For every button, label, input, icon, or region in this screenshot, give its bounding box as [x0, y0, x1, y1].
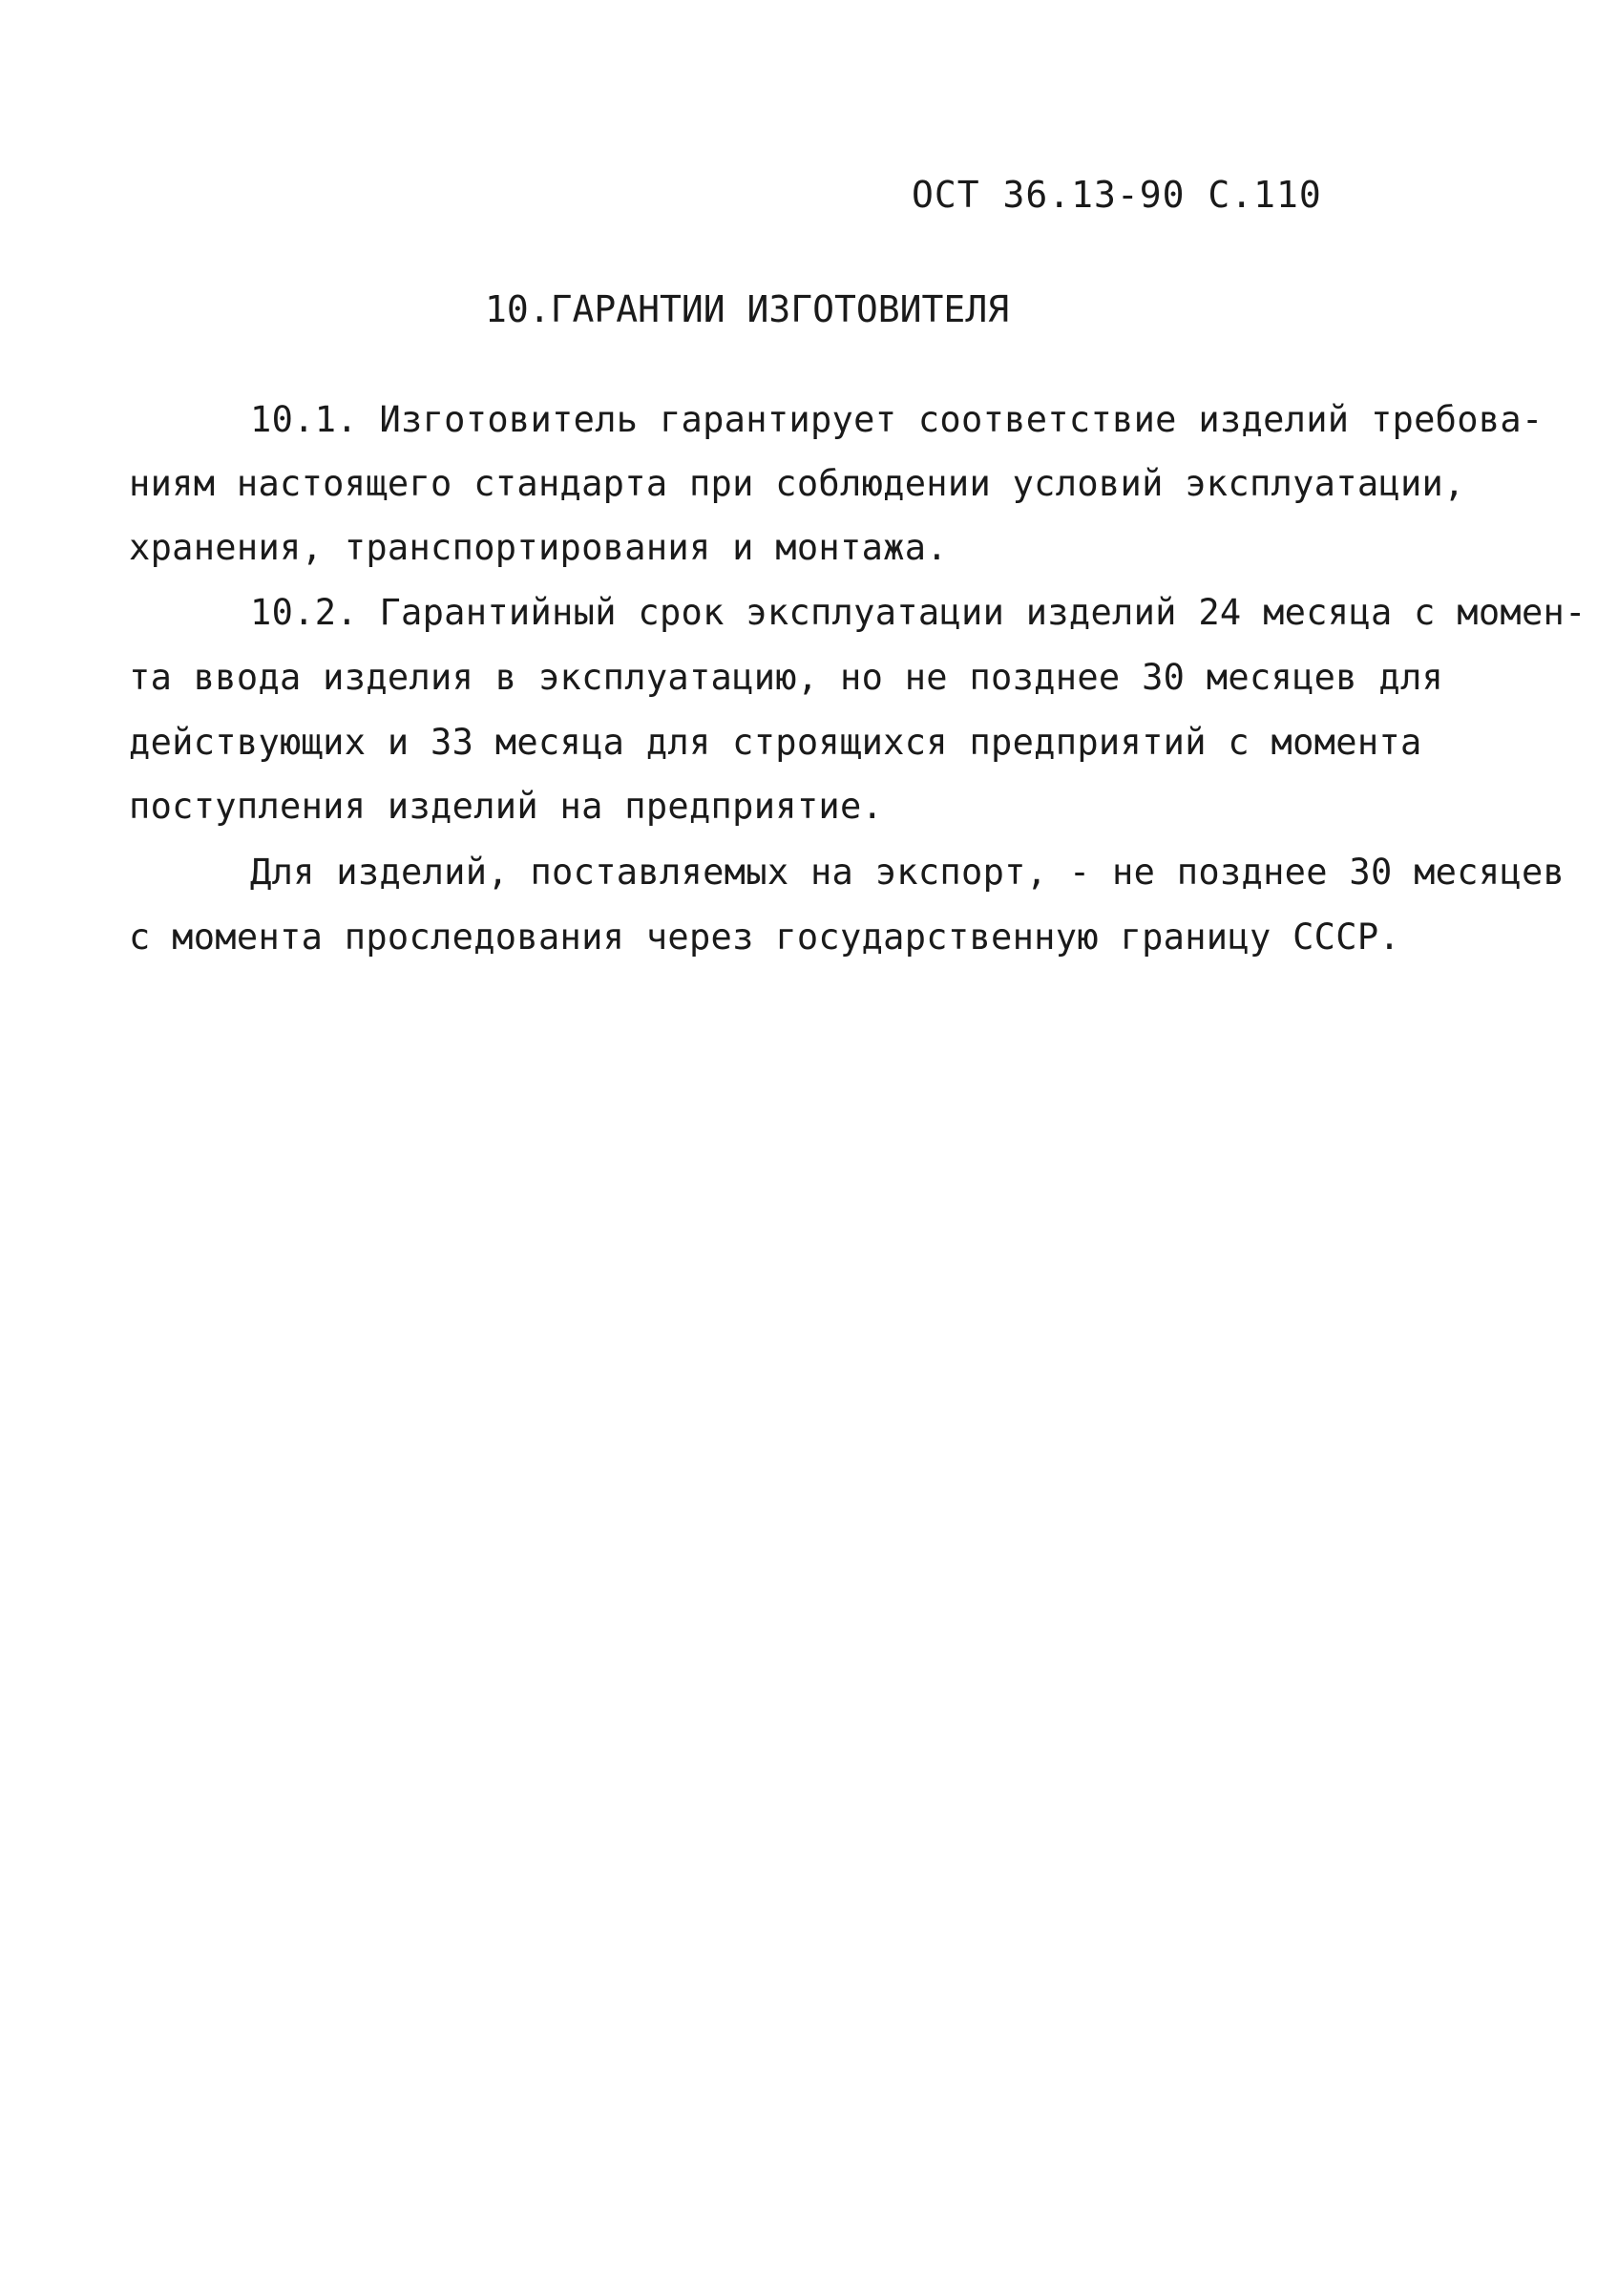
- text-line: ниям настоящего стандарта при соблюдении условий эксплуатации,: [129, 463, 1465, 504]
- document-reference: ОСТ 36.13-90 С.110: [912, 174, 1322, 216]
- text-line: хранения, транспортирования и монтажа.: [129, 527, 948, 568]
- text-line: Для изделий, поставляемых на экспорт, - не позднее 30 месяцев: [250, 852, 1565, 893]
- text-line: 10.1. Изготовитель гарантирует соответствие изделий требова-: [250, 399, 1544, 440]
- text-line: та ввода изделия в эксплуатацию, но не позднее 30 месяцев для: [129, 657, 1444, 698]
- text-line: 10.2. Гарантийный срок эксплуатации изделий 24 месяца с момен-: [250, 592, 1586, 633]
- text-line: с момента проследования через государственную границу СССР.: [129, 916, 1400, 958]
- text-line: поступления изделий на предприятие.: [129, 786, 884, 827]
- section-title: 10.ГАРАНТИИ ИЗГОТОВИТЕЛЯ: [485, 288, 1010, 330]
- text-line: действующих и 33 месяца для строящихся предприятий с момента: [129, 722, 1422, 763]
